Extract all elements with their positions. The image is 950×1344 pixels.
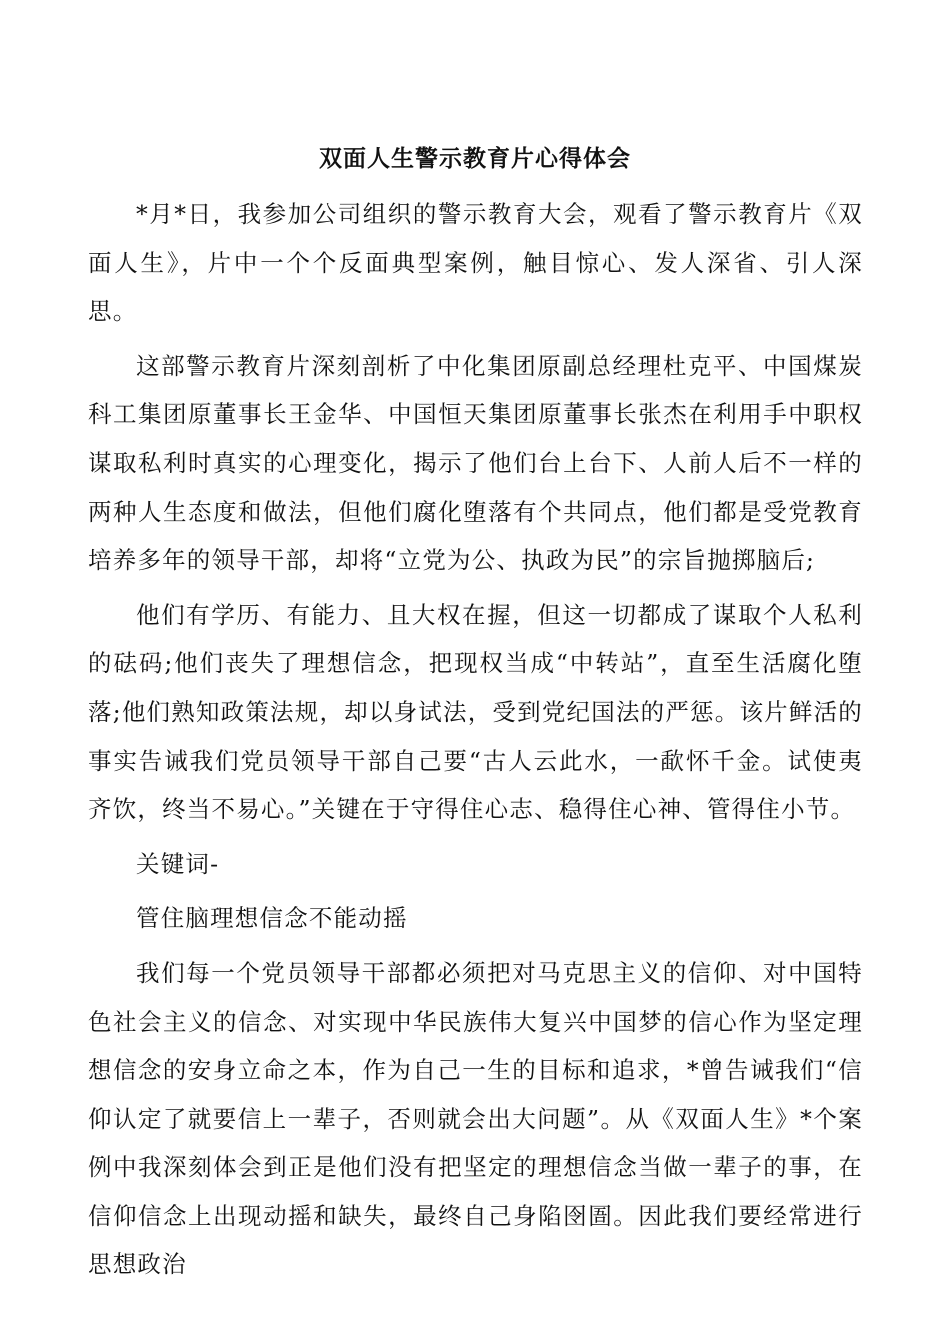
paragraph-faith: 我们每一个党员领导干部都必须把对马克思主义的信仰、对中国特色社会主义的信念、对实现中华民族伟大复兴中国梦的信心作为坚定理想信念的安身立命之本，作为自己一生的目标和追求，*曾告诫我们“信仰认定了就要信上一辈子，否则就会出大问题”。从《双面人生》*个案例中我深刻体会到正是他们没有把坚定的理想信念当做一辈子的事，在信仰信念上出现动摇和缺失，最终自己身陷囹圄。因此我们要经常进行思想政治 <box>88 958 863 1279</box>
paragraph-lessons: 他们有学历、有能力、且大权在握，但这一切都成了谋取个人私利的砝码;他们丧失了理想信念，把现权当成“中转站”，直至生活腐化堕落;他们熟知政策法规，却以身试法，受到党纪国法的严惩。该片鲜活的事实告诫我们党员领导干部自己要“古人云此水，一歃怀千金。试使夷齐饮，终当不易心。”关键在于守得住心志、稳得住心神、管得住小节。 <box>88 600 863 824</box>
document-title: 双面人生警示教育片心得体会 <box>319 145 631 172</box>
section-heading: 管住脑理想信念不能动摇 <box>136 904 408 933</box>
keyword-label: 关键词- <box>136 849 220 878</box>
paragraph-analysis: 这部警示教育片深刻剖析了中化集团原副总经理杜克平、中国煤炭科工集团原董事长王金华、中国恒天集团原董事长张杰在利用手中职权谋取私利时真实的心理变化，揭示了他们台上台下、人前人后不一样的两种人生态度和做法，但他们腐化堕落有个共同点，他们都是受党教育培养多年的领导干部，却将“立党为公、执政为民”的宗旨抛掷脑后; <box>88 351 863 575</box>
document-body <box>88 190 863 1295</box>
paragraph-intro: *月*日，我参加公司组织的警示教育大会，观看了警示教育片《双面人生》，片中一个个反面典型案例，触目惊心、发人深省、引人深思。 <box>88 200 863 326</box>
